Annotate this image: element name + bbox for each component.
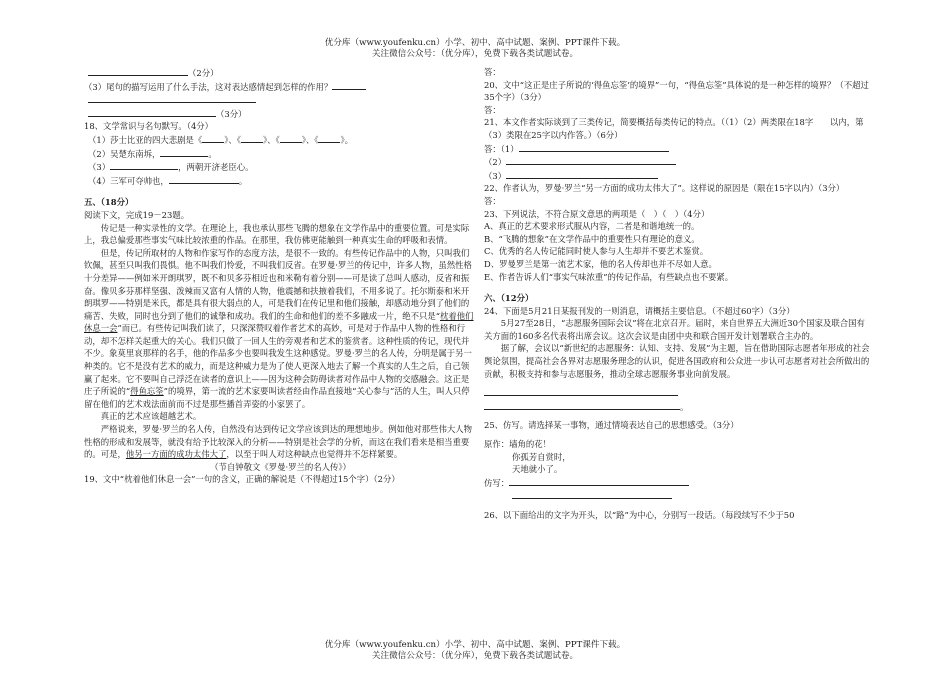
q24: 24、下面是5月21日某报刊发的一则消息，请概括主要信息。（不超过60字）（3分） (484, 305, 795, 316)
answer-blank[interactable] (512, 489, 672, 499)
header-line-2: 关注微信公众号：（优分库），免费下载各类试题试卷。 (371, 49, 579, 59)
q21: 21、本文作者实际谈到了三类传记，简要概括每类传记的特点。（（1）（2）两类限在18字 以内，第（3）类限在25字以内作答。）（6分） (484, 117, 864, 140)
passage-paragraph-3: 真正的艺术应该超越艺术。 (100, 411, 202, 422)
imitation-line-1: 仿写： (484, 476, 870, 490)
q17-3-answer-line: （3分） (84, 107, 477, 121)
answer-blank[interactable] (88, 93, 256, 103)
answer-blank[interactable] (519, 142, 669, 152)
q25: 25、仿写。请选择某一事物，通过情境表达自己的思想感受。（3分） (484, 420, 739, 431)
answer-blank[interactable] (241, 133, 263, 143)
header-line-1: 优分库（www.youfenku.cn）小学、初中、高中试题、案例、PPT课件下载。 (324, 38, 626, 48)
q23-option-a: A、真正的艺术要求形式服从内容，二者是和谐地统一的。 (484, 221, 700, 232)
answer-blank[interactable] (169, 174, 239, 184)
q22-answer-label: 答： (484, 195, 501, 206)
answer-blank[interactable] (280, 133, 302, 143)
right-column (484, 66, 870, 522)
q24-answer-line-1 (484, 386, 870, 400)
q19: 19、文中“枕着他们休息一会”一句的含义，正确的解说是（不得超过15个字）（2分） (84, 474, 400, 485)
answer-blank[interactable] (202, 133, 224, 143)
passage-paragraph-2: 但是，传记所取材的人物和作家写作的态度方法，是很不一致的。有些传记作品中的人物，只叫我们钦佩，甚至只叫我们畏惧。他不叫我们怜爱，不叫我们反省。在罗曼·罗兰的传记中，许多人物，虽然性格十分差异——例如米开朗琪罗，既不和贝多芬相近也和米勒有着分别——可是读了总叫人感动，反省和振奋。像贝多芬那样坚强、泼辣而又富有人情的人物，他震撼和扶掖着我们，不用多说了。托尔斯泰和米开朗琪罗——特别是米氏，都是具有很大弱点的人，可是我们在传记里和他们接触，却感动地分到了他们的痛苦、失败，同时也分到了他们的诚挚和成功。我们的生命和他们的差不多融成一片，绝不只是“枕着他们休息一会”而已。有些传记叫我们读了，只深深赞叹着作者艺术的高妙，可是对于作品中人物的性格和行动，却不怎样关起重大的关心。我们只做了一回人生的旁观者和艺术的鉴赏者。这种性质的传记，现代并不少。象莫里哀那样的名手，他的作品多少也要叫我发生这种感觉。罗曼·罗兰的名人传，分明是属于另一种类的。它不是没有艺术的威力，而是这种威力是为了使人更深入地去了解一个真实的人生之后，自己领赢了起来。它不要叫自己浮泛在读者的意识上——因为这种会防碍读者对作品中人物的交感融会。这正是庄子所说的“得鱼忘筌”的境界，第一流的艺术家要叫读者经由作品直接地“关心参与”活的人生，叫人只停留在他们的艺术戏法面前而不过是那些播首弄姿的小家罢了。 (84, 247, 474, 409)
news-paragraph-2: 据了解，会议以“新世纪的志愿服务：认知、支持、发展”为主题，旨在借助国际志愿者年形成的社会舆论氛围，提高社会各界对志愿服务理念的认识，促进各国政府和公众进一步认可志愿者对社会所做出的贡献，积极支持和参与志愿服务，推动全球志愿服务事业向前发展。 (484, 343, 870, 379)
passage-paragraph-4: 严格说来，罗曼·罗兰的名人传，自然没有达到传记文学应该到达的理想地步。例如他对那些伟大人物性格的形成和发展等，就没有给予比较深入的分析——特别是社会学的分析，而这在我们看来是相当重要的。可是，他另一方面的成功太伟大了，以至于叫人对这种缺点也觉得并不怎样紧要。 (84, 424, 472, 460)
news-paragraph-1: 5月27至28日，“志愿服务国际会议”将在北京召开。届时，来自世界五大洲近30个国家及联合国有关方面的160多名代表将出席会议。这次会议是由团中央和联合国开发计划署联合主办的。 (484, 318, 865, 341)
passage-source: （节自钟敬文《罗曼·罗兰的名人传》） (210, 461, 351, 472)
q24-answer-line-2: 。 (484, 400, 870, 414)
q18-3: （3） ，两朝开济老臣心。 (88, 162, 254, 173)
answer-blank[interactable] (506, 169, 658, 179)
original-line-3: 天地就小了。 (512, 464, 563, 475)
q18-4: （4）三军可夺帅也， 。 (88, 175, 248, 186)
q26: 26、以下面给出的文字为开头，以“路”为中心，分别写一段话。（每段续写不少于50 (484, 510, 795, 520)
q21-answer-1: 答：（1） (484, 142, 870, 156)
q23-option-d: D、罗曼罗兰是第一流艺术家，他的名人传却也并不尽如人意。 (484, 258, 717, 269)
left-column (84, 66, 477, 486)
q23-option-e: E、作者告诉人们“事实气味浓重”的传记作品，有些缺点也不要紧。 (484, 271, 734, 282)
q21-answer-2: （2） (484, 155, 870, 169)
original-line-2: 你孤芳自赏时， (512, 451, 571, 462)
answer-blank[interactable] (506, 155, 676, 165)
q22: 22、作者认为，罗曼·罗兰“另一方面的成功太伟大了”。这样说的原因是（限在15字以内）（3分） (484, 183, 845, 194)
q18-1: （1）莎士比亚的四大悲剧是《 》、《 》、《 》、《 》。 (88, 134, 354, 145)
imitation-line-2 (484, 489, 870, 503)
answer-blank[interactable] (509, 476, 689, 486)
q19-answer-label: 答： (484, 67, 501, 77)
footer-line-2: 关注微信公众号：（优分库），免费下载各类试题试卷。 (371, 651, 579, 661)
answer-blank[interactable] (484, 400, 680, 410)
page-footer (0, 640, 950, 662)
answer-blank[interactable] (88, 107, 216, 117)
footer-line-1: 优分库（www.youfenku.cn）小学、初中、高中试题、案例、PPT课件下载。 (324, 640, 626, 650)
page-header (0, 38, 950, 60)
q23: 23、下列说法，不符合原文意思的两项是（ ）（ ）（4分） (484, 208, 710, 219)
q23-option-b: B、“飞腾的想象”在文学作品中的重要性只有理论的意义。 (484, 233, 700, 244)
answer-blank[interactable] (110, 160, 178, 170)
answer-blank[interactable] (160, 147, 208, 157)
q18-2: （2）吴楚东南坼， 。 (88, 148, 217, 159)
q23-option-c: C、优秀的名人传记能同时使人参与人生却并不要艺术鉴赏。 (484, 246, 709, 257)
q21-answer-3: （3） (484, 169, 870, 183)
q18-title: 18、文学常识与名句默写。（4分） (84, 121, 214, 132)
q20-answer-label: 答： (484, 104, 501, 115)
reading-instruction: 阅读下文，完成19－23题。 (84, 209, 190, 220)
answer-blank[interactable] (484, 386, 678, 396)
passage-paragraph-1: 传记是一种实录性的文学。在理论上，我也承认那些飞腾的想象在文学作品中的重要位置。可是实际上，我总偏爱那些事实气味比较浓重的作品。在那里，我仿佛更能触到一种真实生命的呼吸和表情。 (84, 222, 470, 246)
section-5-title: 五、（18分） (84, 197, 134, 208)
q17-3-blank (84, 93, 477, 107)
q17-3: （3）尾句的描写运用了什么手法，这对表达感情起到怎样的作用？ (84, 80, 477, 94)
answer-blank[interactable] (318, 133, 340, 143)
q20: 20、文中“这正是庄子所说的‘得鱼忘筌’的境界”一句，“得鱼忘筌”具体说的是一种怎样的境界？（不超过35个字）（3分） (484, 79, 869, 103)
original-line-1: 原作：墙角的花！ (484, 439, 551, 450)
answer-blank[interactable] (88, 66, 188, 76)
section-6-title: 六、（12分） (484, 293, 534, 304)
q17-2-answer-line: （2分） (84, 66, 477, 80)
answer-blank[interactable] (332, 80, 366, 90)
